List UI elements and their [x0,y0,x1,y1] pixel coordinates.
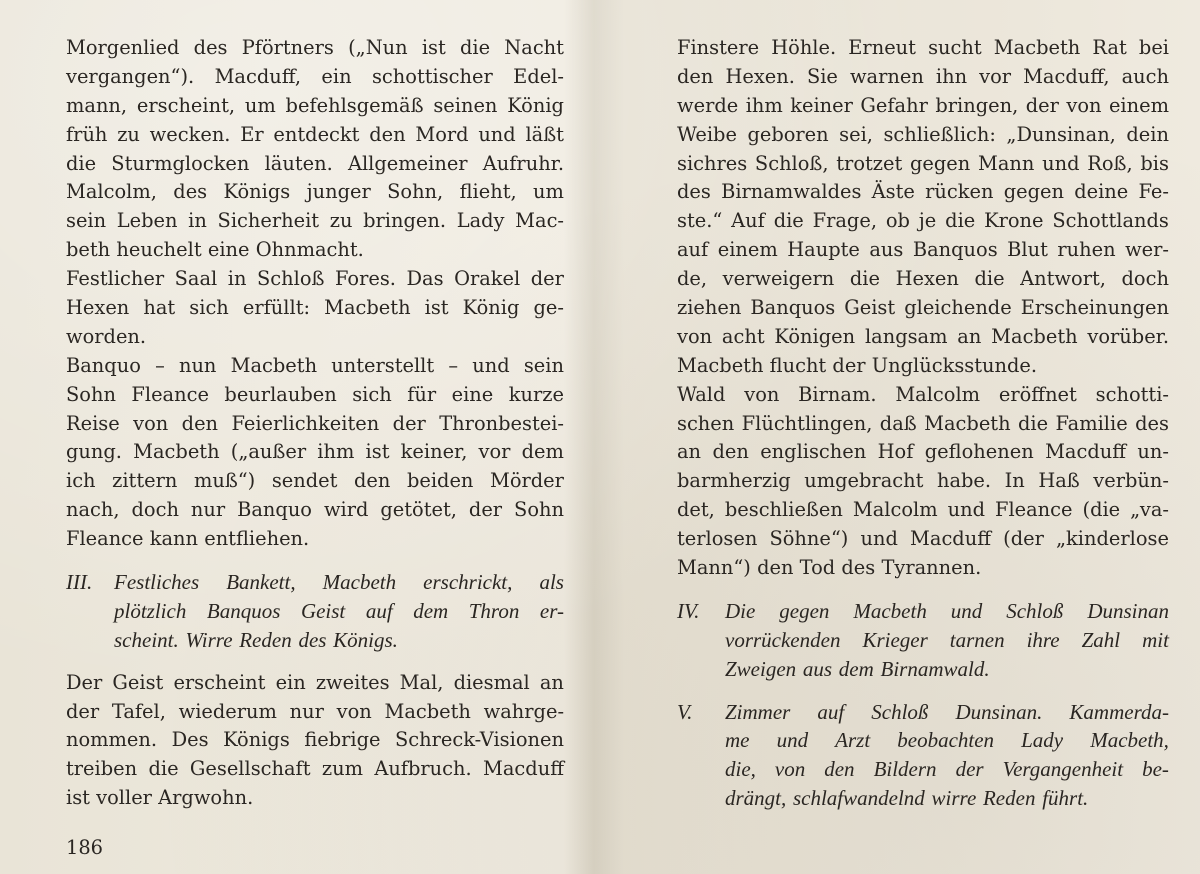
text-line: plötzlich Banquos Geist auf dem Thron er- [114,598,564,623]
act-numeral: V. [677,699,693,724]
paragraph-festlicher-saal [66,265,564,352]
text-line: terlosen Söhne“) und Macduff (der „kinderlose [677,527,1169,551]
text-line: Die gegen Macbeth und Schloß Dunsinan [725,598,1169,623]
text-line: mann, erscheint, um befehlsgemäß seinen König [66,93,564,117]
text-line: früh zu wecken. Er entdeckt den Mord und läßt [66,122,564,146]
text-line: sichres Schloß, trotzet gegen Mann und Roß, bis [677,151,1169,175]
paragraph-pfoertner [66,34,564,265]
text-line: ich zittern muß“) sendet den beiden Mörder [66,469,564,493]
text-line: ziehen Banquos Geist gleichende Erscheinungen [677,296,1169,320]
paragraph-banquo [66,352,564,554]
text-line: Macbeth flucht der Unglücksstunde. [677,353,1038,377]
text-line: scheint. Wirre Reden des Königs. [114,627,398,652]
text-line: ist voller Argwohn. [66,786,254,810]
paragraph-spacer [66,655,564,669]
text-line: sein Leben in Sicherheit zu bringen. Lady Mac- [66,209,564,233]
text-line: Sohn Fleance beurlauben sich für eine kurze [66,382,564,406]
text-line: worden. [66,324,147,348]
text-line: Banquo – nun Macbeth unterstellt – und sein [66,353,564,377]
text-line: vergangen“). Macduff, ein schottischer Edel- [66,64,564,88]
text-line: schen Flüchtlingen, daß Macbeth die Familie des [677,411,1169,435]
text-line: de, verweigern die Hexen die Antwort, doch [677,267,1169,291]
act-numeral: III. [66,570,93,595]
text-line: des Birnamwaldes Äste rücken gegen deine Fe- [677,180,1169,204]
text-line: Wald von Birnam. Malcolm eröffnet schotti- [677,382,1169,406]
paragraph-spacer [66,554,564,568]
paragraph-spacer [677,684,1169,698]
text-line: barmherzig umgebracht habe. In Haß verbün- [677,469,1169,493]
text-line: nach, doch nur Banquo wird getötet, der Sohn [66,498,564,522]
text-line: vorrückenden Krieger tarnen ihre Zahl mit [725,627,1169,652]
paragraph-wald-von-birnam [677,381,1169,583]
text-line: nommen. Des Königs fiebrige Schreck-Visionen [66,728,564,752]
text-line: Reise von den Feierlichkeiten der Thronbestei- [66,411,564,435]
text-line: Morgenlied des Pförtners („Nun ist die Nacht [66,36,564,59]
paragraph-spacer [677,583,1169,597]
text-line: Hexen hat sich erfüllt: Macbeth ist König ge- [66,296,564,320]
text-line: Mann“) den Tod des Tyrannen. [677,556,982,580]
text-line: Finstere Höhle. Erneut sucht Macbeth Rat bei [677,36,1169,59]
text-line: die Sturmglocken läuten. Allgemeiner Aufruhr. [66,151,564,175]
text-line: an den englischen Hof geflohenen Macduff un- [677,440,1169,464]
text-line: beth heuchelt eine Ohnmacht. [66,238,364,262]
text-line: Malcolm, des Königs junger Sohn, flieht, um [66,180,564,204]
paragraph-geist [66,669,564,813]
text-line: der Tafel, wiederum nur von Macbeth wahrge- [66,699,564,723]
text-line: auf einem Haupte aus Banquos Blut ruhen wer- [677,238,1169,262]
act-four-summary [677,597,1169,684]
right-page [677,34,1169,813]
text-line: det, beschließen Malcolm und Fleance (die „va- [677,498,1169,522]
text-line: werde ihm keiner Gefahr bringen, der von einem [677,93,1169,117]
text-line: Zimmer auf Schloß Dunsinan. Kammerda- [725,699,1169,724]
text-line: Zweigen aus dem Birnamwald. [725,656,990,681]
text-line: gung. Macbeth („außer ihm ist keiner, vor dem [66,440,564,464]
text-line: Der Geist erscheint ein zweites Mal, diesmal an [66,670,564,694]
act-three-summary [66,568,564,655]
text-line: ste.“ Auf die Frage, ob je die Krone Schottlands [677,209,1169,233]
text-line: drängt, schlafwandelnd wirre Reden führt. [725,786,1089,811]
text-line: von acht Königen langsam an Macbeth vorüber. [677,324,1169,348]
text-line: den Hexen. Sie warnen ihn vor Macduff, auch [677,64,1169,88]
left-page [66,34,564,813]
text-line: Festlicher Saal in Schloß Fores. Das Orakel der [66,267,564,291]
text-line: me und Arzt beobachten Lady Macbeth, [725,728,1169,753]
page-number: 186 [66,836,104,859]
paragraph-finstere-hoehle [677,34,1169,381]
act-five-summary [677,698,1169,814]
text-line: Fleance kann entfliehen. [66,527,310,551]
text-line: die, von den Bildern der Vergangenheit be- [725,757,1169,782]
text-line: treiben die Gesellschaft zum Aufbruch. Macduff [66,757,564,781]
text-line: Weibe geboren sei, schließlich: „Dunsinan, dein [677,122,1169,146]
act-numeral: IV. [677,598,700,623]
text-line: Festliches Bankett, Macbeth erschrickt, als [114,570,564,595]
